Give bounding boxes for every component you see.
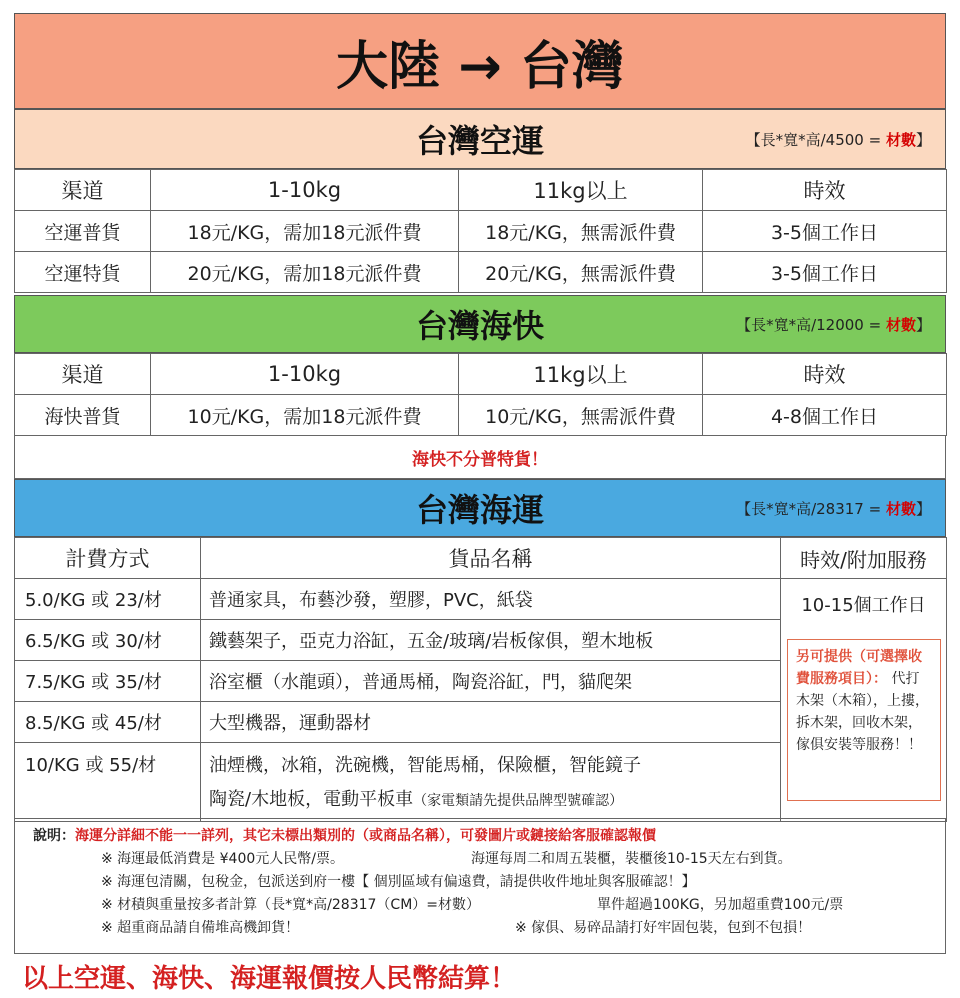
table-row xyxy=(15,395,947,436)
sea-service-cell xyxy=(781,579,947,822)
fast-note: 海快不分普特貨！ xyxy=(412,449,548,470)
header-cell: 渠道 xyxy=(15,354,151,395)
service-body: 代打木架（木箱），上摟，拆木架，回收木架，傢俱安裝等服務！！ xyxy=(796,671,929,753)
rate-cell: 20元/KG，無需派件費 xyxy=(459,252,703,293)
note-line: ※ 超重商品請自備堆高機卸貨！ xyxy=(101,920,300,936)
notes-headline-line xyxy=(33,825,656,848)
goods-cell: 普通家具，布藝沙發，塑膠，PVC，紙袋 xyxy=(201,579,781,620)
goods-line: 油煙機，冰箱，洗碗機，智能馬桶，保險櫃，智能鏡子 xyxy=(209,755,641,776)
header-cell: 1-10kg xyxy=(151,354,459,395)
sea-volume-formula: 【長*寬*高/28317 = 材數】 xyxy=(736,499,931,518)
rate-cell: 20元/KG，需加18元派件費 xyxy=(151,252,459,293)
air-rate-table xyxy=(14,169,947,293)
pricing-cell: 7.5/KG 或 35/材 xyxy=(15,661,201,702)
fast-volume-formula: 【長*寬*高/12000 = 材數】 xyxy=(736,315,931,334)
channel-cell: 空運特貨 xyxy=(15,252,151,293)
header-cell: 11kg以上 xyxy=(459,354,703,395)
sea-time: 10-15個工作日 xyxy=(801,595,926,616)
header-cell: 時效 xyxy=(703,170,947,211)
goods-cell: 大型機器，運動器材 xyxy=(201,702,781,743)
sea-section-header xyxy=(14,479,946,537)
channel-cell: 空運普貨 xyxy=(15,211,151,252)
header-cell: 渠道 xyxy=(15,170,151,211)
footer-note: 以上空運、海快、海運報價按人民幣結算！ xyxy=(22,964,517,994)
note-line: 單件超過100KG，另加超重費100元/票 xyxy=(597,897,844,913)
channel-cell: 海快普貨 xyxy=(15,395,151,436)
time-cell: 3-5個工作日 xyxy=(703,211,947,252)
service-title: 另可提供（可選擇收費服務項目）： xyxy=(796,649,922,687)
rate-cell: 18元/KG，無需派件費 xyxy=(459,211,703,252)
fast-note-row xyxy=(14,435,946,479)
goods-cell xyxy=(201,743,781,822)
table-row xyxy=(15,211,947,252)
header-cell: 1-10kg xyxy=(151,170,459,211)
rate-cell: 10元/KG，需加18元派件費 xyxy=(151,395,459,436)
notes-headline: 海運分詳細不能一一詳列，其它未標出類別的（或商品名稱），可發圖片或鏈接給客服確認報價 xyxy=(75,828,656,844)
table-row xyxy=(15,252,947,293)
note-line: ※ 材積與重量按多者計算（長*寬*高/28317（CM）=材數） xyxy=(101,897,481,913)
goods-extra: 陶瓷/木地板，電動平板車 xyxy=(209,789,414,810)
fast-section-title: 台灣海快 xyxy=(415,307,544,345)
pricing-cell: 6.5/KG 或 30/材 xyxy=(15,620,201,661)
goods-cell: 浴室櫃（水龍頭），普通馬桶，陶瓷浴缸，門，貓爬架 xyxy=(201,661,781,702)
air-volume-formula: 【長*寬*高/4500 = 材數】 xyxy=(745,130,931,149)
notes-box xyxy=(14,818,946,954)
table-header-row xyxy=(15,538,947,579)
air-section-title: 台灣空運 xyxy=(415,122,544,160)
goods-note: （家電類請先提供品牌型號確認） xyxy=(413,793,624,809)
pricing-cell: 5.0/KG 或 23/材 xyxy=(15,579,201,620)
note-line: ※ 海運包清關，包稅金，包派送到府一樓【 個別區域有偏遠費，請提供收件地址與客服確認！】 xyxy=(101,874,696,890)
sea-rate-table xyxy=(14,537,947,822)
rate-cell: 10元/KG，無需派件費 xyxy=(459,395,703,436)
table-row xyxy=(15,579,947,620)
goods-cell: 鐵藝架子，亞克力浴缸，五金/玻璃/岩板傢俱，塑木地板 xyxy=(201,620,781,661)
header-cell: 計費方式 xyxy=(15,538,201,579)
notes-label: 說明： xyxy=(33,828,75,844)
time-cell: 3-5個工作日 xyxy=(703,252,947,293)
note-line: ※ 海運最低消費是 ¥400元人民幣/票。 xyxy=(101,851,344,867)
note-line: 海運每周二和周五裝櫃，裝櫃後10-15天左右到貨。 xyxy=(471,851,792,867)
main-title-banner xyxy=(14,13,946,109)
header-cell: 貨品名稱 xyxy=(201,538,781,579)
rate-cell: 18元/KG，需加18元派件費 xyxy=(151,211,459,252)
sea-service-box xyxy=(787,639,941,801)
fast-section-header xyxy=(14,295,946,353)
sea-section-title: 台灣海運 xyxy=(415,491,544,529)
air-section-header xyxy=(14,109,946,169)
header-cell: 11kg以上 xyxy=(459,170,703,211)
table-header-row xyxy=(15,170,947,211)
main-title: 大陸 → 台灣 xyxy=(336,36,624,97)
table-header-row xyxy=(15,354,947,395)
pricing-cell: 10/KG 或 55/材 xyxy=(15,743,201,822)
time-cell: 4-8個工作日 xyxy=(703,395,947,436)
fast-rate-table xyxy=(14,353,947,436)
goods-line xyxy=(209,785,772,811)
note-line: ※ 傢俱、易碎品請打好牢固包裝，包到不包損！ xyxy=(515,920,812,936)
pricing-cell: 8.5/KG 或 45/材 xyxy=(15,702,201,743)
header-cell: 時效/附加服務 xyxy=(781,538,947,579)
header-cell: 時效 xyxy=(703,354,947,395)
